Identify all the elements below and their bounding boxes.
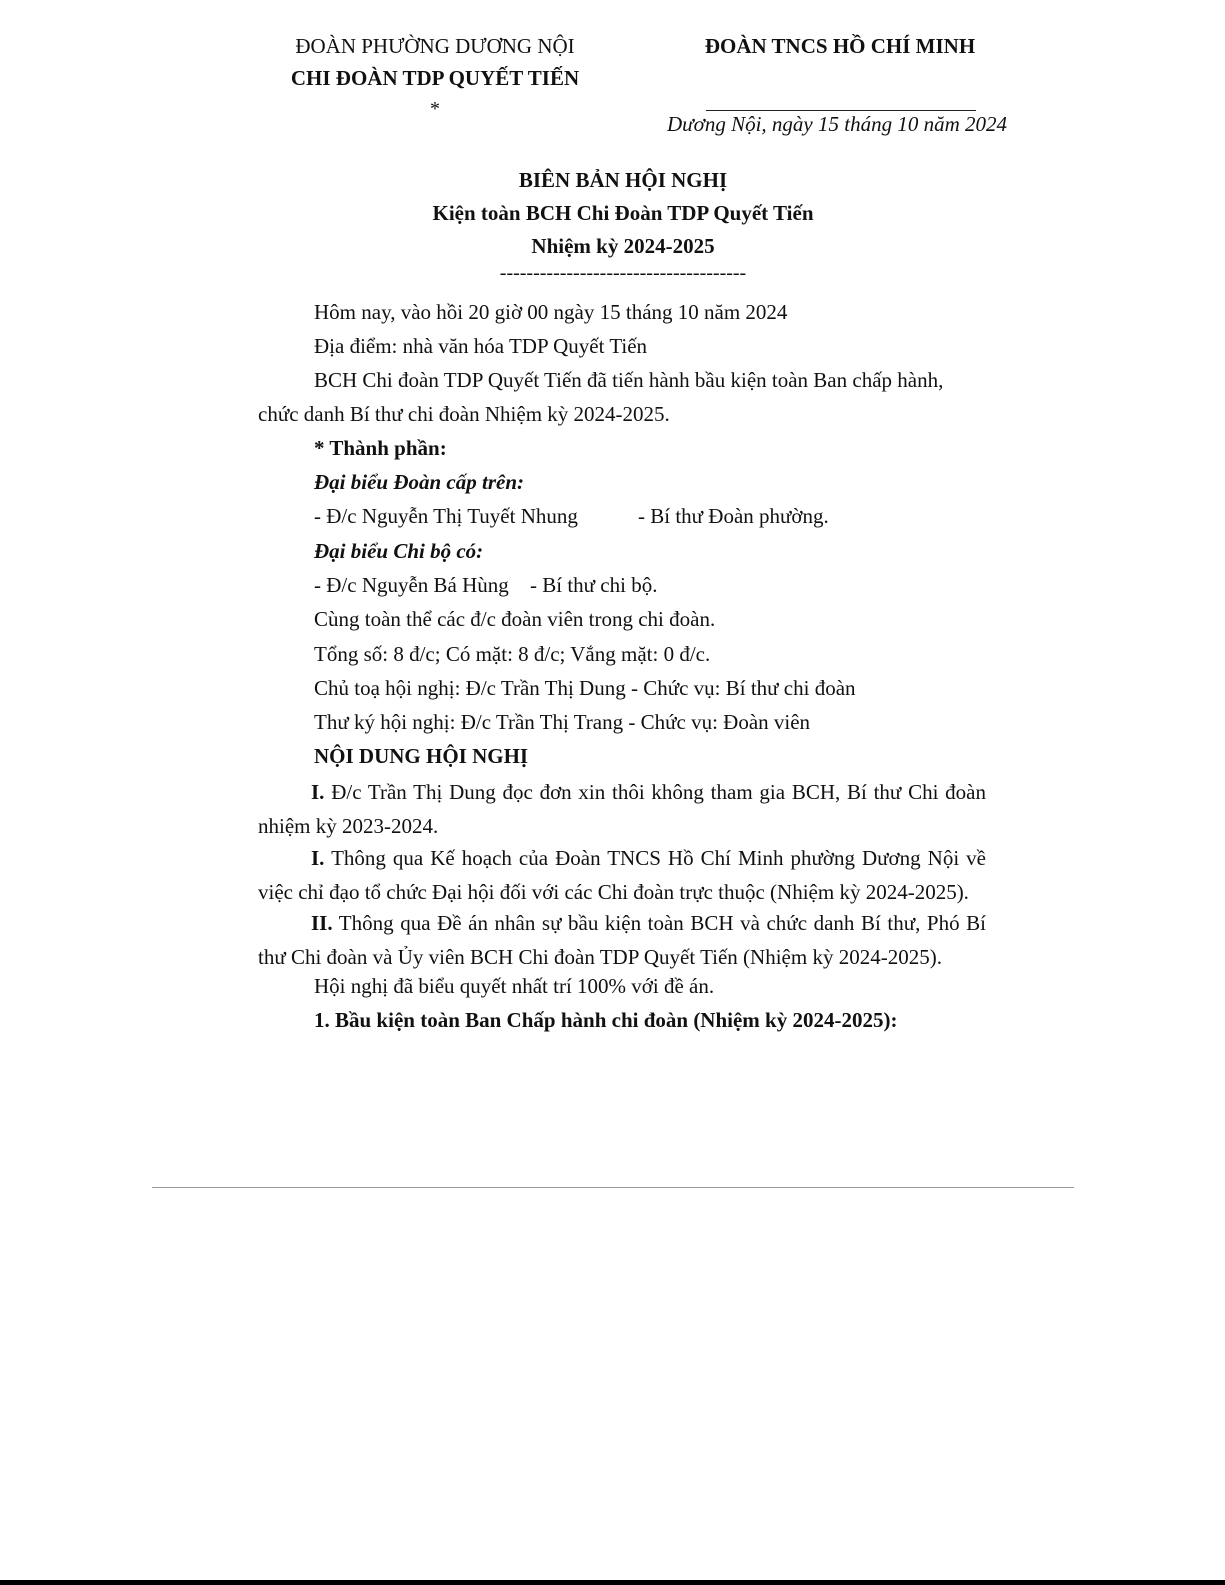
attendance-totals: Tổng số: 8 đ/c; Có mặt: 8 đ/c; Vắng mặt: 0 đ/c. bbox=[314, 642, 711, 666]
composition-heading: * Thành phần: bbox=[314, 436, 447, 460]
item-label: II. bbox=[311, 911, 333, 935]
party-delegates-heading: Đại biểu Chi bộ có: bbox=[314, 539, 484, 563]
page-divider bbox=[152, 1187, 1074, 1188]
org-name-union: ĐOÀN TNCS HỒ CHÍ MINH bbox=[704, 34, 976, 58]
item-resignation bbox=[258, 775, 986, 843]
item-label: I. bbox=[311, 780, 325, 804]
document-title: BIÊN BẢN HỘI NGHỊ bbox=[518, 168, 728, 192]
item-text: Thông qua Kế hoạch của Đoàn TNCS Hồ Chí Minh phường Dương Nội về việc chỉ đạo tổ chức Đại hội đối với các Chi đoàn trực thuộc (Nhiệm kỳ 2024-2025). bbox=[258, 846, 986, 904]
content-heading: NỘI DUNG HỘI NGHỊ bbox=[314, 744, 529, 768]
party-delegate-name: - Đ/c Nguyễn Bá Hùng bbox=[314, 573, 509, 597]
org-name-branch: CHI ĐOÀN TDP QUYẾT TIẾN bbox=[290, 66, 580, 90]
meeting-chair: Chủ toạ hội nghị: Đ/c Trần Thị Dung - Chức vụ: Bí thư chi đoàn bbox=[314, 676, 856, 700]
title-separator: ------------------------------------- bbox=[499, 262, 747, 284]
document-term: Nhiệm kỳ 2024-2025 bbox=[531, 234, 715, 258]
intro-line-2: chức danh Bí thư chi đoàn Nhiệm kỳ 2024-2025. bbox=[258, 402, 670, 426]
section-1-heading: 1. Bầu kiện toàn Ban Chấp hành chi đoàn (Nhiệm kỳ 2024-2025): bbox=[314, 1008, 898, 1032]
intro-line-1: BCH Chi đoàn TDP Quyết Tiến đã tiến hành bầu kiện toàn Ban chấp hành, bbox=[314, 368, 944, 392]
meeting-time: Hôm nay, vào hồi 20 giờ 00 ngày 15 tháng 10 năm 2024 bbox=[314, 300, 788, 324]
upper-delegate-role: - Bí thư Đoàn phường. bbox=[638, 504, 829, 528]
upper-delegates-heading: Đại biểu Đoàn cấp trên: bbox=[314, 470, 524, 494]
upper-delegate-name: - Đ/c Nguyễn Thị Tuyết Nhung bbox=[314, 504, 578, 528]
document-subtitle: Kiện toàn BCH Chi Đoàn TDP Quyết Tiến bbox=[432, 201, 814, 225]
item-label: I. bbox=[311, 846, 325, 870]
date-line: Dương Nội, ngày 15 tháng 10 năm 2024 bbox=[667, 112, 1007, 136]
item-text: Thông qua Đề án nhân sự bầu kiện toàn BCH và chức danh Bí thư, Phó Bí thư Chi đoàn và Ủy viên BCH Chi đoàn TDP Quyết Tiến (Nhiệm kỳ 2024-2025). bbox=[258, 911, 986, 969]
item-plan bbox=[258, 841, 986, 909]
bottom-edge bbox=[0, 1580, 1225, 1585]
item-personnel bbox=[258, 906, 986, 974]
org-name-ward: ĐOÀN PHƯỜNG DƯƠNG NỘI bbox=[295, 34, 575, 58]
party-delegate-role: - Bí thư chi bộ. bbox=[530, 573, 658, 597]
meeting-location: Địa điểm: nhà văn hóa TDP Quyết Tiến bbox=[314, 334, 648, 358]
meeting-secretary: Thư ký hội nghị: Đ/c Trần Thị Trang - Chức vụ: Đoàn viên bbox=[314, 710, 811, 734]
item-text: Đ/c Trần Thị Dung đọc đơn xin thôi không tham gia BCH, Bí thư Chi đoàn nhiệm kỳ 2023-2024. bbox=[258, 780, 986, 838]
header-star: * bbox=[430, 98, 440, 120]
all-members: Cùng toàn thể các đ/c đoàn viên trong chi đoàn. bbox=[314, 607, 716, 631]
vote-result: Hội nghị đã biểu quyết nhất trí 100% với đề án. bbox=[314, 974, 715, 998]
